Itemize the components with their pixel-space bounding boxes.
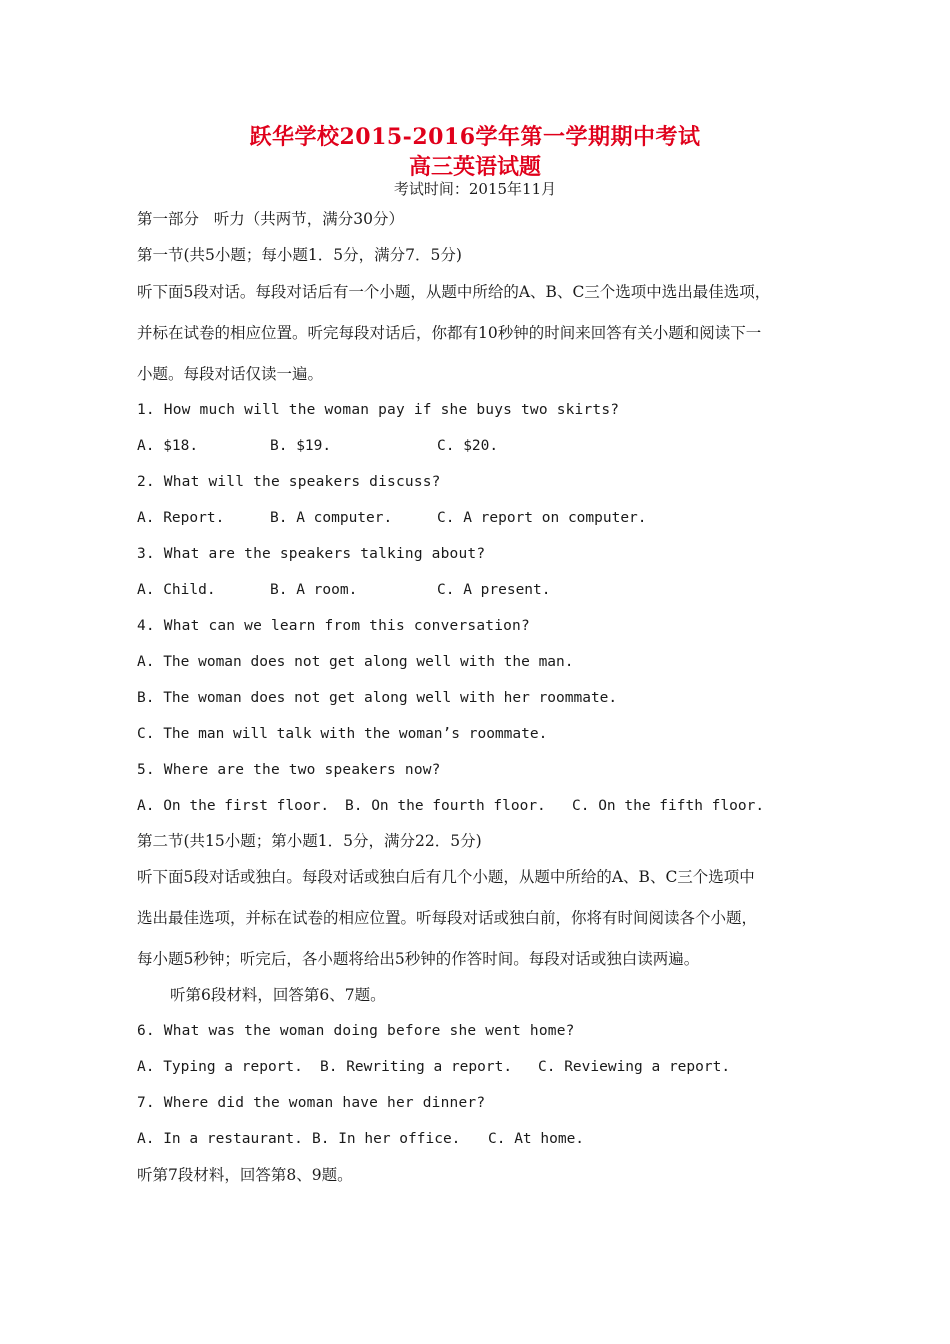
question-7-option-a: A. In a restaurant. (137, 1131, 303, 1147)
question-4-option-a: A. The woman does not get along well with the man. (137, 654, 574, 670)
question-2-option-c: C. A report on computer. (437, 510, 647, 526)
exam-subject-title: 高三英语试题 (408, 154, 541, 180)
question-5-stem: 5. Where are the two speakers now? (137, 762, 441, 778)
question-7-option-c: C. At home. (488, 1131, 585, 1147)
section2-instruction-line-3: 每小题5秒钟；听完后，各小题将给出5秒钟的作答时间。每段对话或独白读两遍。 (137, 950, 700, 968)
question-3-stem: 3. What are the speakers talking about? (137, 546, 486, 562)
question-1-stem: 1. How much will the woman pay if she buys two skirts? (137, 402, 620, 418)
question-6-stem: 6. What was the woman doing before she went home? (137, 1023, 575, 1039)
section2-heading: 第二节(共15小题；第小题1．5分，满分22．5分) (137, 832, 482, 850)
question-1-option-b: B. $19. (270, 438, 332, 454)
question-5-option-b: B. On the fourth floor. (345, 798, 546, 814)
question-4-option-b: B. The woman does not get along well with her roommate. (137, 690, 618, 706)
question-6-option-b: B. Rewriting a report. (320, 1059, 513, 1075)
question-2-stem: 2. What will the speakers discuss? (137, 474, 441, 490)
question-2-option-a: A. Report. (137, 510, 225, 526)
section1-instruction-line-3: 小题。每段对话仅读一遍。 (137, 365, 324, 383)
question-2-option-b: B. A computer. (270, 510, 393, 526)
question-1-option-a: A. $18. (137, 438, 199, 454)
exam-title: 跃华学校2015-2016学年第一学期期中考试 (249, 124, 701, 150)
part1-heading: 第一部分 听力（共两节，满分30分） (137, 210, 405, 228)
question-5-option-a: A. On the first floor. (137, 798, 330, 814)
section2-instruction-line-2: 选出最佳选项，并标在试卷的相应位置。听每段对话或独白前，你将有时间阅读各个小题， (137, 909, 758, 927)
section1-heading: 第一节(共5小题；每小题1．5分，满分7．5分) (137, 246, 462, 264)
question-1-option-c: C. $20. (437, 438, 499, 454)
material-6-heading: 听第6段材料，回答第6、7题。 (170, 986, 386, 1004)
question-6-option-a: A. Typing a report. (137, 1059, 303, 1075)
question-3-option-c: C. A present. (437, 582, 551, 598)
question-4-option-c: C. The man will talk with the woman’s roommate. (137, 726, 548, 742)
question-3-option-b: B. A room. (270, 582, 358, 598)
material-7-heading: 听第7段材料，回答第8、9题。 (137, 1166, 353, 1184)
section1-instruction-line-1: 听下面5段对话。每段对话后有一个小题，从题中所给的A、B、C三个选项中选出最佳选项， (137, 283, 771, 301)
section2-instruction-line-1: 听下面5段对话或独白。每段对话或独白后有几个小题，从题中所给的A、B、C三个选项中 (137, 868, 755, 886)
question-7-option-b: B. In her office. (312, 1131, 461, 1147)
question-5-option-c: C. On the fifth floor. (572, 798, 765, 814)
section1-instruction-line-2: 并标在试卷的相应位置。听完每段对话后，你都有10秒钟的时间来回答有关小题和阅读下一 (137, 324, 762, 342)
question-3-option-a: A. Child. (137, 582, 216, 598)
question-6-option-c: C. Reviewing a report. (538, 1059, 731, 1075)
question-7-stem: 7. Where did the woman have her dinner? (137, 1095, 486, 1111)
exam-time: 考试时间：2015年11月 (393, 180, 557, 198)
question-4-stem: 4. What can we learn from this conversation? (137, 618, 530, 634)
